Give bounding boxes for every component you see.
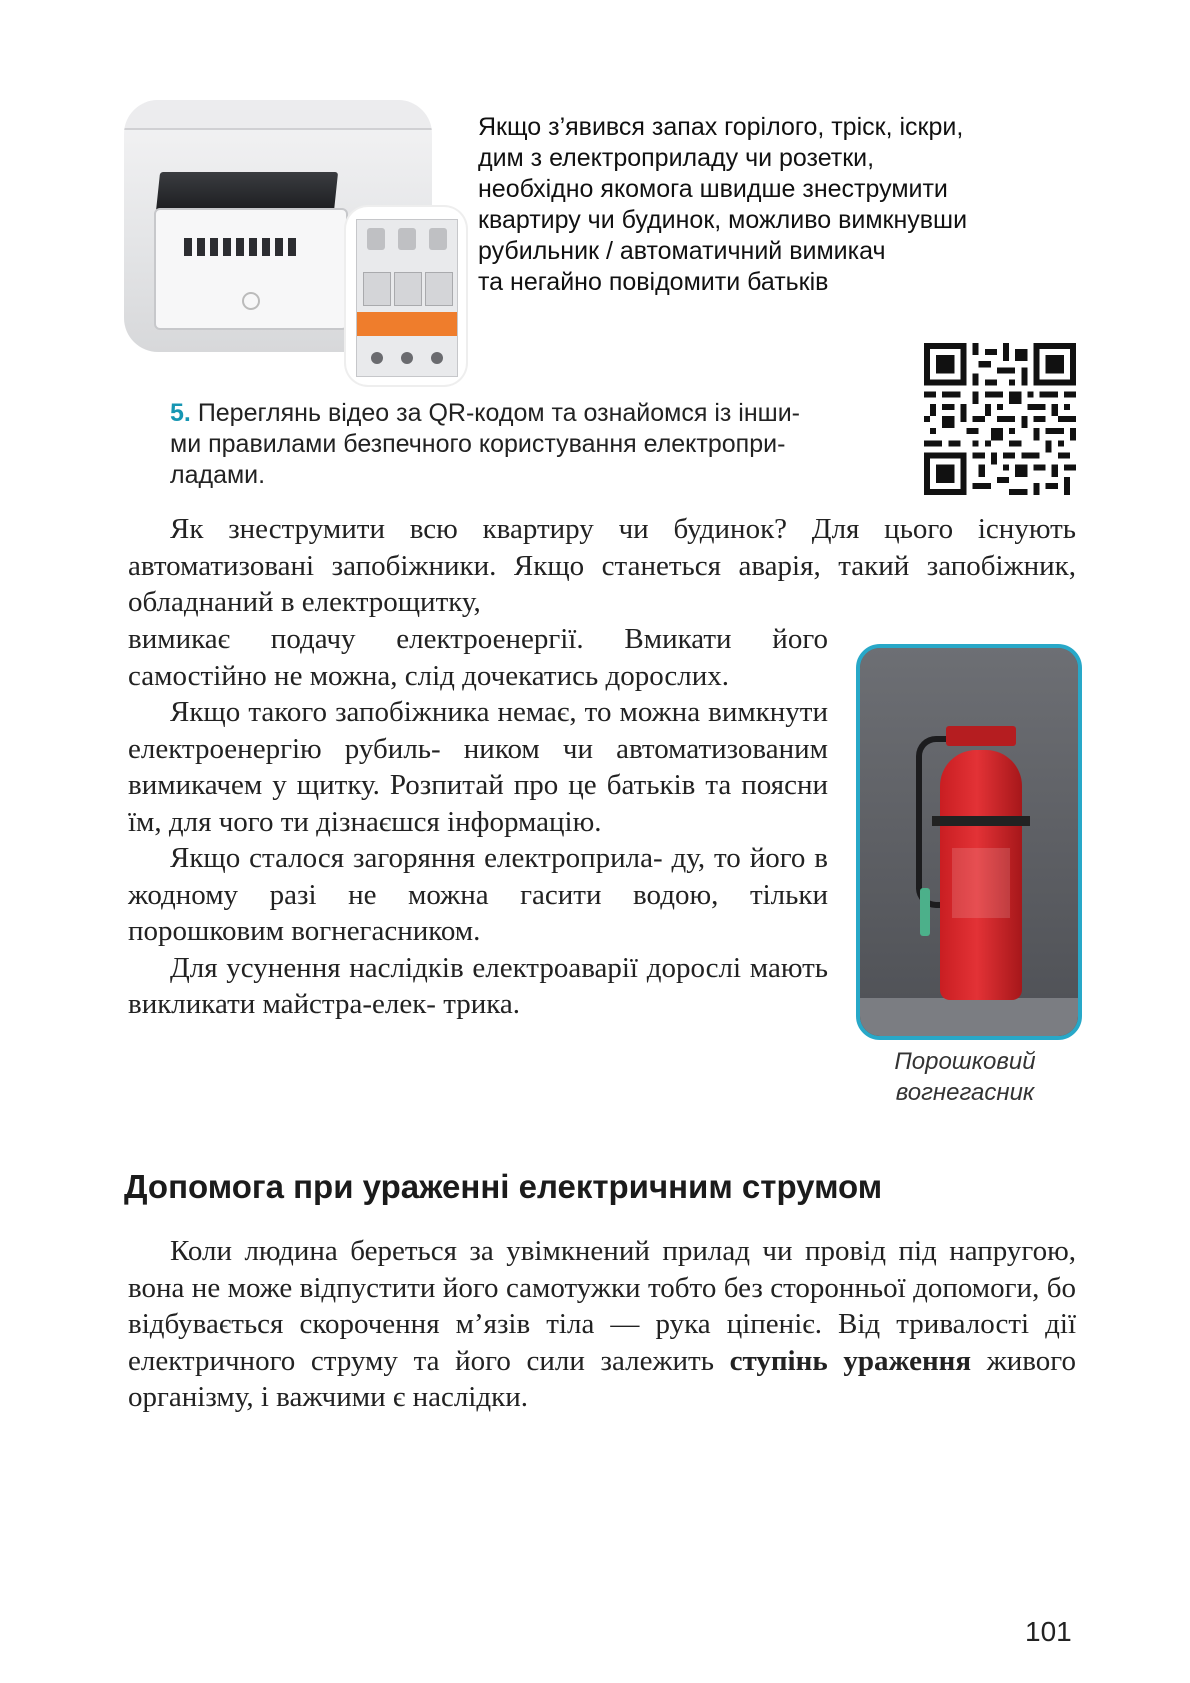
column-text	[128, 621, 828, 1023]
section-heading: Допомога при ураженні електричним струмом	[124, 1168, 883, 1205]
note-line: дим з електроприладу чи розетки,	[478, 144, 875, 172]
photo-caption	[856, 1046, 1074, 1108]
caption-line: вогнегасник	[895, 1079, 1035, 1106]
text-span: Коли людина береться за увімкнений прилад чи провід під напругою, вона не може відпустити його самотужки тобто без сторонньої допомоги, бо відбувається скорочення м’язів тіла — рука ціпеніє. Від тривалості дії електричного струму та його сили залежить	[128, 1235, 1076, 1377]
task-text: Переглянь відео за QR-кодом та ознайомся із інши-	[197, 399, 800, 427]
task-number: 5.	[170, 399, 191, 427]
paragraph-shock	[128, 1233, 1076, 1416]
safety-note	[478, 112, 1098, 298]
paragraph: Для усунення наслідків електроаварії дорослі мають викликати майстра-елек- трика.	[128, 951, 828, 1020]
page-number: 101	[1025, 1616, 1072, 1647]
caption-line: Порошковий	[894, 1048, 1036, 1075]
qr-code[interactable]	[924, 343, 1076, 495]
paragraph: Якщо такого запобіжника немає, то можна вимкнути електроенергію рубиль- ником чи автоматизованим вимикачем у щитку. Розпитай про це батьків та поясни їм, для чого ти дізнаєшся інформацію.	[128, 696, 828, 838]
task-line-1	[170, 398, 910, 429]
paragraph: вимикає подачу електроенергії. Вмикати його самостійно не можна, слід дочекатись дорослих.	[128, 623, 828, 692]
note-line: необхідно якомога швидше знеструмити	[478, 175, 948, 203]
task-5	[170, 398, 910, 491]
note-line: рубильник / автоматичний вимикач	[478, 237, 886, 265]
fire-extinguisher-photo	[856, 644, 1082, 1040]
paragraph: Якщо сталося загоряння електроприла- ду, то його в жодному разі не можна гасити водою, тільки порошковим вогнегасником.	[128, 842, 828, 947]
circuit-breaker-photo	[346, 207, 466, 385]
task-line-2: ми правилами безпечного користування електропри-	[170, 430, 786, 458]
text-span: живого організму, і важчими є наслідки.	[128, 1344, 1076, 1413]
paragraph-intro: Як знеструмити всю квартиру чи будинок? Для цього існують автоматизовані запобіжники. Якщо станеться аварія, такий запобіжник, обладнаний в електрощитку,	[128, 513, 1076, 618]
bold-term: ступінь ураження	[729, 1344, 972, 1377]
paragraph	[128, 1233, 1076, 1416]
task-line-3: ладами.	[170, 461, 266, 489]
note-line: квартиру чи будинок, можливо вимкнувши	[478, 206, 968, 234]
note-line: та негайно повідомити батьків	[478, 268, 829, 296]
note-line: Якщо з’явився запах горілого, тріск, іскри,	[478, 113, 964, 141]
